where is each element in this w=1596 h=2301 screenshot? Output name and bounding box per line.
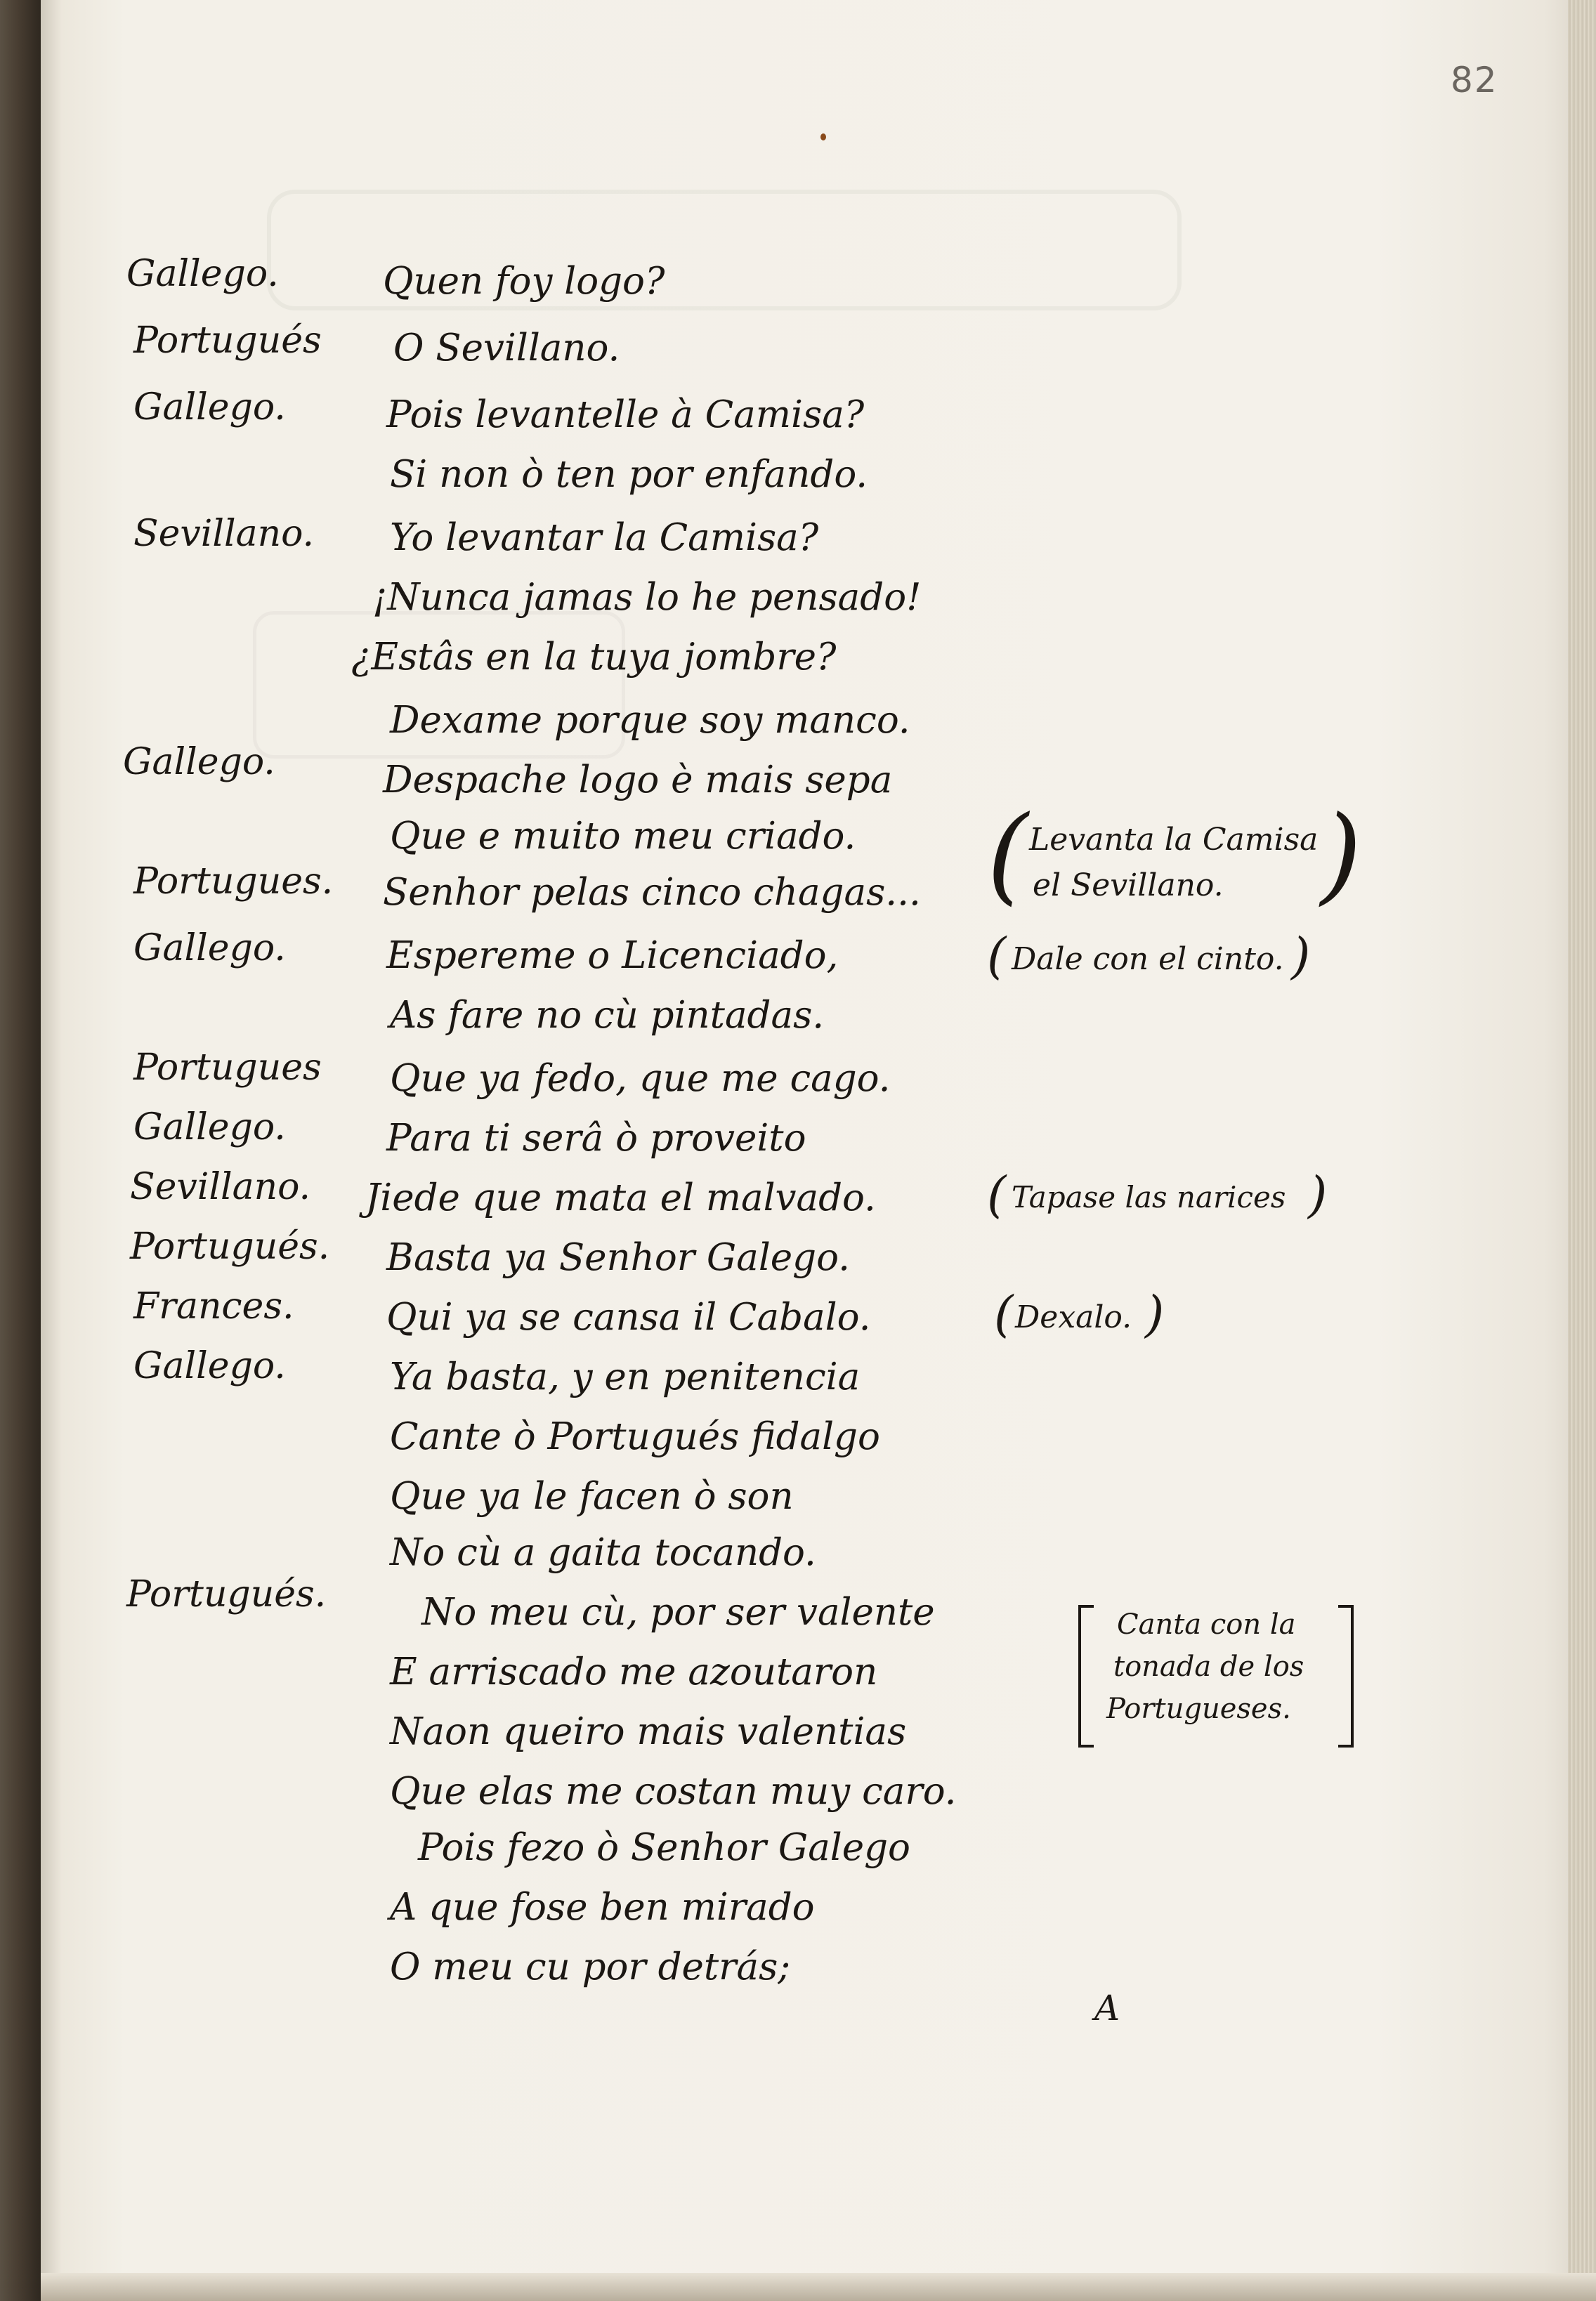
verse-line: Espereme o Licenciado, — [386, 934, 839, 977]
stage-direction: Portugueses. — [1106, 1693, 1291, 1725]
verse-line: Yo levantar la Camisa? — [390, 516, 819, 559]
speaker-label: Gallego. — [126, 253, 279, 295]
open-paren: ( — [987, 794, 1028, 916]
close-paren: ) — [1321, 794, 1362, 916]
open-paren: ( — [987, 927, 1007, 985]
verse-line: Senhor pelas cinco chagas... — [383, 871, 921, 914]
verse-line: Qui ya se cansa il Cabalo. — [386, 1296, 871, 1339]
speaker-label: Gallego. — [133, 1345, 286, 1387]
close-paren: ) — [1145, 1285, 1165, 1343]
verse-line: Despache logo è mais sepa — [383, 759, 893, 801]
speaker-label: Frances. — [133, 1285, 294, 1328]
open-paren: ( — [987, 1166, 1007, 1224]
page-bottom-edge — [41, 2273, 1596, 2301]
stage-direction: tonada de los — [1113, 1651, 1304, 1683]
speaker-label: Gallego. — [133, 927, 286, 969]
verse-line: O Sevillano. — [393, 327, 620, 369]
verse-line: ¡Nunca jamas lo he pensado! — [372, 576, 922, 619]
book-binding — [0, 0, 41, 2301]
verse-line: Basta ya Senhor Galego. — [386, 1236, 850, 1279]
verse-line: Quen foy logo? — [383, 260, 665, 303]
verse-line: Para ti serâ ò proveito — [386, 1117, 806, 1160]
open-bracket — [1078, 1605, 1094, 1748]
verse-line: Jiede que mata el malvado. — [365, 1176, 876, 1219]
verse-line: No cù a gaita tocando. — [390, 1531, 816, 1574]
verse-line: Dexame porque soy manco. — [390, 699, 910, 742]
speaker-label: Gallego. — [133, 1106, 286, 1148]
close-bracket — [1338, 1605, 1354, 1748]
verse-line: O meu cu por detrás; — [390, 1946, 791, 1988]
speaker-label: Portugués. — [126, 1573, 327, 1615]
speaker-label: Sevillano. — [130, 1166, 311, 1208]
verse-line: E arriscado me azoutaron — [390, 1651, 878, 1693]
verse-line: Cante ò Portugués fidalgo — [390, 1415, 880, 1458]
verse-line: Pois fezo ò Senhor Galego — [418, 1826, 910, 1869]
speaker-label: Sevillano. — [133, 513, 315, 555]
verse-line: Que e muito meu criado. — [390, 815, 856, 858]
speaker-label: Gallego. — [133, 386, 286, 428]
page-edges — [1568, 0, 1596, 2301]
verse-line: Que elas me costan muy caro. — [390, 1770, 957, 1813]
verse-line: As fare no cù pintadas. — [390, 994, 825, 1037]
verse-line: Pois levantelle à Camisa? — [386, 393, 865, 436]
verse-line: No meu cù, por ser valente — [421, 1591, 935, 1634]
verse-line: Ya basta, y en penitencia — [390, 1356, 861, 1398]
speaker-label: Portugues. — [133, 860, 334, 903]
stage-direction: Canta con la — [1117, 1608, 1296, 1641]
stage-direction: Tapase las narices — [1012, 1180, 1286, 1214]
close-paren: ) — [1291, 927, 1311, 985]
speaker-label: Gallego. — [123, 741, 275, 783]
verse-line: Que ya fedo, que me cago. — [390, 1057, 891, 1100]
page-number: 82 — [1451, 60, 1498, 100]
stage-direction: Dale con el cinto. — [1012, 941, 1284, 977]
close-paren: ) — [1308, 1166, 1328, 1224]
ink-mark — [820, 133, 826, 140]
open-paren: ( — [994, 1285, 1014, 1343]
catchword: A — [1094, 1988, 1120, 2028]
verse-line: A que fose ben mirado — [390, 1886, 815, 1929]
verse-line: Que ya le facen ò son — [390, 1475, 794, 1518]
speaker-label: Portugues — [133, 1047, 322, 1089]
verse-line: ¿Estâs en la tuya jombre? — [351, 636, 837, 678]
verse-line: Si non ò ten por enfando. — [390, 453, 868, 496]
verse-line: Naon queiro mais valentias — [390, 1710, 907, 1753]
stage-direction: el Sevillano. — [1033, 867, 1224, 903]
speaker-label: Portugués — [133, 320, 322, 362]
stage-direction: Dexalo. — [1015, 1299, 1132, 1335]
speaker-label: Portugués. — [130, 1226, 330, 1268]
stage-direction: Levanta la Camisa — [1029, 822, 1319, 858]
